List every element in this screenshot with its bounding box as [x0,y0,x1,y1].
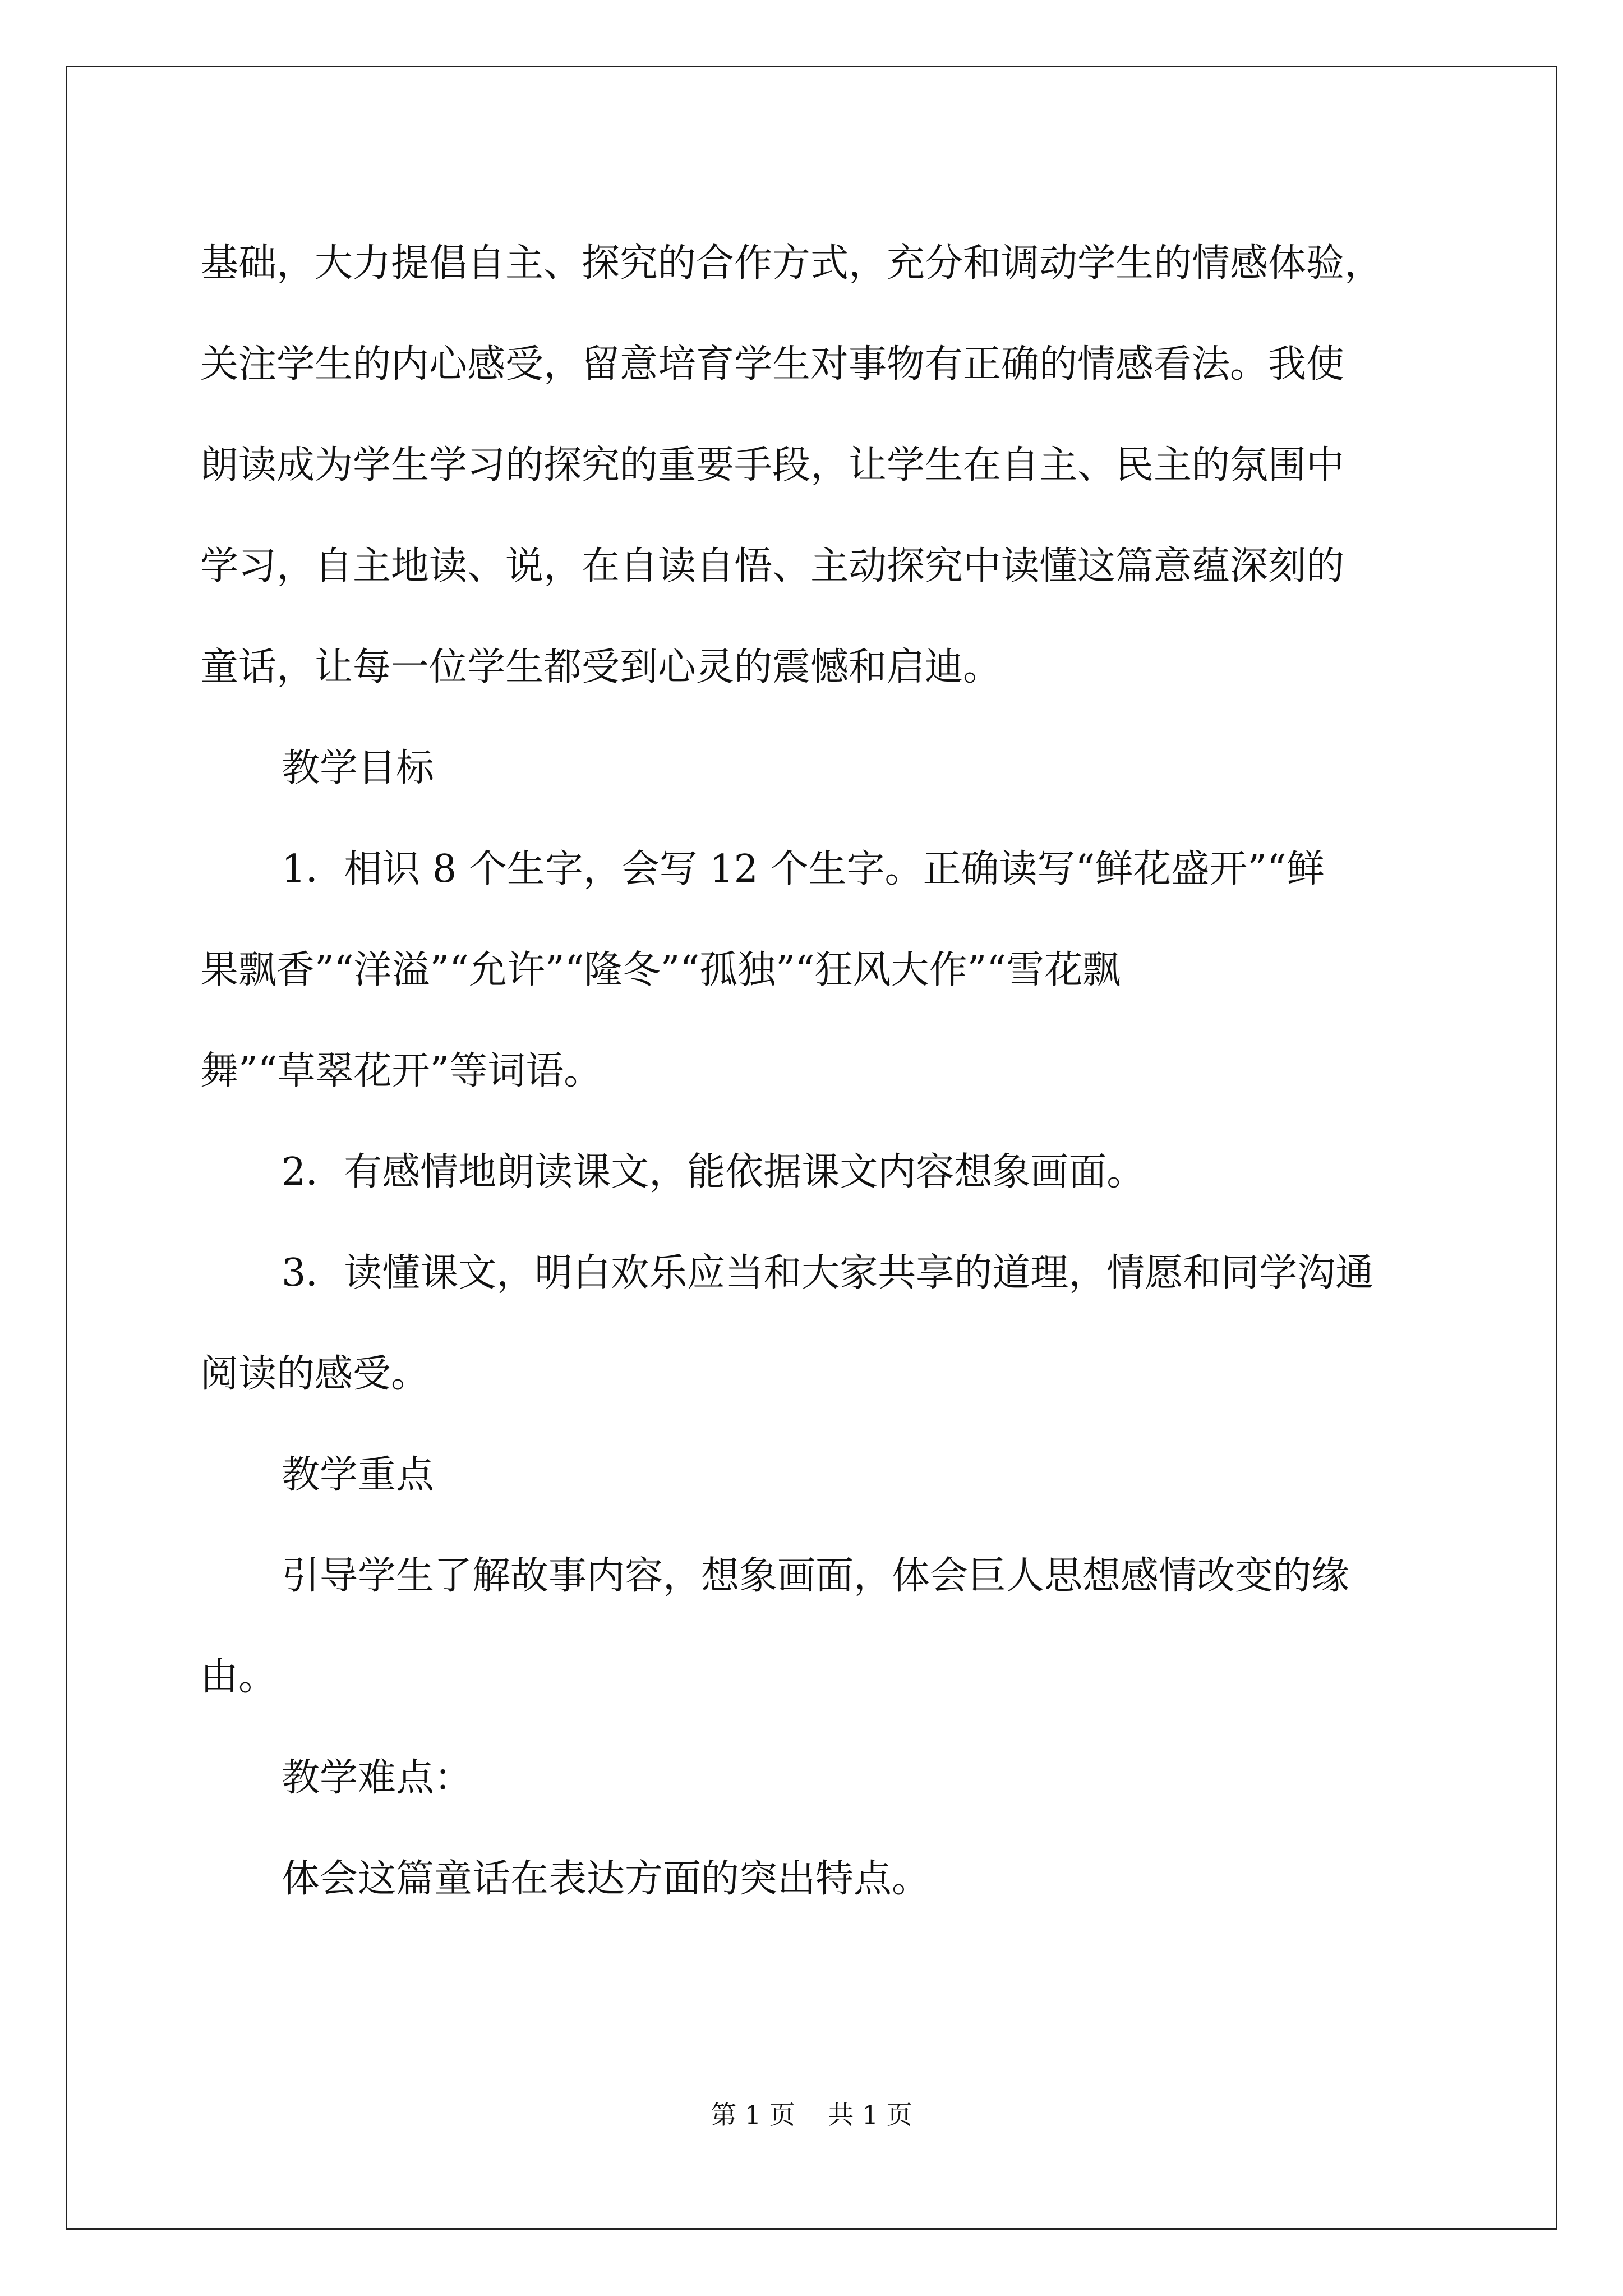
section-heading-key-points: 教学重点 [282,1453,435,1497]
paragraph-line: 朗读成为学生学习的探究的重要手段，让学生在自主、民主的氛围中 [200,443,1345,487]
paragraph-line: 童话，让每一位学生都受到心灵的震憾和启迪。 [200,645,1002,689]
page-number-footer: 第 1 页 共 1 页 [711,2100,912,2130]
goal-item-1: 1．相识 8 个生字，会写 12 个生字。正确读写“鲜花盛开”“鲜 [282,847,1325,891]
document-body [200,213,1431,1930]
goal-item-3: 3．读懂课文，明白欢乐应当和大家共享的道理，情愿和同学沟通 [282,1251,1374,1295]
section-heading-difficulties: 教学难点： [282,1756,473,1800]
difficulties-text: 体会这篇童话在表达方面的突出特点。 [282,1857,930,1901]
goal-item-1-continued: 果飘香”“洋溢”“允许”“隆冬”“孤独”“狂风大作”“雪花飘 [200,948,1121,992]
key-points-text-continued: 由。 [200,1655,277,1699]
paragraph-line: 基础，大力提倡自主、探究的合作方式，充分和调动学生的情感体验， [200,241,1383,286]
key-points-text: 引导学生了解故事内容，想象画面，体会巨人思想感情改变的缘 [282,1554,1350,1598]
goal-item-2: 2．有感情地朗读课文，能依据课文内容想象画面。 [282,1150,1145,1194]
section-heading-teaching-goals: 教学目标 [282,746,435,790]
goal-item-3-continued: 阅读的感受。 [200,1352,430,1396]
paragraph-line: 学习，自主地读、说，在自读自悟、主动探究中读懂这篇意蕴深刻的 [200,544,1345,588]
paragraph-line: 关注学生的内心感受，留意培育学生对事物有正确的情感看法。我使 [200,342,1345,386]
goal-item-1-continued: 舞”“草翠花开”等词语。 [200,1049,602,1093]
